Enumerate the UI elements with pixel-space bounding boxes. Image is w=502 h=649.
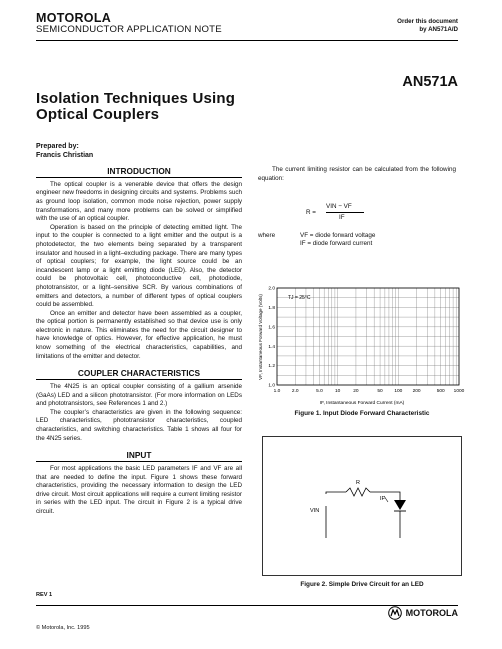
coupler-paragraph-1: The 4N25 is an optical coupler consisting of a gallium arsenide (GaAs) LED and a silicon phototransistor. (For more information on LEDs and phototransistors, see References 1 and 2.) [36, 383, 242, 408]
equation-numerator: VIN − VF [326, 203, 352, 210]
x-tick-label: 100 [394, 389, 403, 394]
y-tick-labels [268, 286, 275, 389]
input-wire-top [326, 492, 346, 494]
figure2-frame [263, 437, 462, 576]
order-line-1: Order this document [397, 18, 458, 25]
where-if: IF = diode forward current [300, 240, 373, 247]
author-name: Francis Christian [36, 151, 94, 159]
intro-heading: INTRODUCTION [107, 166, 171, 176]
intro-heading-rule [36, 177, 242, 178]
x-tick-label: 1000 [453, 389, 465, 394]
x-axis-label: IF, Instantaneous Forward Current (mA) [319, 401, 405, 406]
resistor-symbol [346, 488, 370, 496]
x-tick-label: 200 [412, 389, 421, 394]
where-label: where [258, 232, 276, 239]
coupler-paragraph-2: The coupler’s characteristics are given in the following sequence: LED characteristics, phototransistor characteristics, coupled characteristics, and switching characteristics. Table 1 shows all four for the 4N25 series. [36, 408, 242, 442]
header-rule [36, 40, 458, 41]
equation-lead: The current limiting resistor can be calculated from the following equation: [258, 166, 456, 182]
input-paragraph-1: For most applications the basic LED parameters IF and VF are all that are needed to define the input. Figure 1 shows these forward characteristics, providing the necessary information to design the LED drive circuit. Most circuit applications will require a current limiting resistor in series with the LED input. The circuit in Figure 2 is a typical drive circuit. [36, 465, 242, 515]
figure1-caption: Figure 1. Input Diode Forward Characteristic [294, 410, 430, 417]
intro-paragraph-3: Once an emitter and detector have been assembled as a coupler, the optical portion is permanently established so that device use is only electronic in nature. This eliminates the need for the circuit designer to have knowledge of optics. However, for effective application, he must know something of the electrical characteristics, capabilities, and limitations of the emitter and detector. [36, 309, 242, 360]
author-block [36, 143, 93, 160]
title-line-1: Isolation Techniques Using [36, 90, 236, 107]
x-tick-label: 50 [377, 389, 383, 394]
wire-to-led [370, 492, 400, 500]
y-tick-label: 1.6 [268, 325, 275, 331]
figure2-circuit [262, 436, 462, 576]
equation-fraction-bar [326, 212, 364, 213]
led-symbol [394, 500, 406, 510]
figure1-chart [258, 282, 466, 408]
current-label: IF [380, 496, 385, 502]
input-heading-rule [36, 461, 242, 462]
intro-paragraph-1: The optical coupler is a venerable device that offers the design engineer new freedoms in designing circuits and systems. Problems such as ground loop isolation, common mode noise rejection, power supply transformations, and many more problems can be solved or simplified with the use of an optical coupler. [36, 180, 242, 223]
y-tick-label: 1.2 [268, 364, 275, 370]
x-tick-label: 500 [436, 389, 445, 394]
x-tick-label: 10 [334, 389, 341, 394]
doc-type: SEMICONDUCTOR APPLICATION NOTE [36, 24, 222, 35]
right-column-intro [258, 166, 456, 183]
title-line-2: Optical Couplers [36, 106, 160, 123]
order-info [397, 18, 458, 34]
footer-logo-text: MOTOROLA [405, 608, 458, 618]
coupler-heading-rule [36, 379, 242, 380]
order-line-2: by AN571A/D [419, 26, 458, 33]
input-heading: INPUT [126, 450, 152, 461]
doc-number: AN571A [402, 74, 458, 90]
page-title [36, 91, 235, 123]
figure2-caption: Figure 2. Simple Drive Circuit for an LED [300, 581, 424, 588]
coupler-heading: COUPLER CHARACTERISTICS [77, 368, 201, 379]
y-tick-label: 1.8 [268, 306, 275, 311]
y-tick-label: 1.0 [268, 383, 275, 389]
brand-name: MOTOROLA [36, 11, 112, 25]
equation-denominator: IF [339, 214, 345, 221]
revision: REV 1 [36, 592, 53, 598]
equation-lhs: R = [306, 209, 316, 216]
where-vf: VF = diode forward voltage [300, 232, 376, 239]
footer-logo [388, 606, 458, 620]
vin-label: VIN [310, 508, 320, 514]
x-tick-label: 5.0 [316, 389, 323, 394]
x-tick-label: 1.0 [273, 389, 281, 394]
x-tick-label: 2.0 [291, 389, 299, 394]
temperature-annotation: TJ = 25°C [288, 295, 311, 301]
intro-paragraph-2: Operation is based on the principle of detecting emitted light. The input to the coupler is connected to a light emitter and the output is a photodetector, the two elements being separated by a transparent insulator and housed in a light–excluding package. There are many types of optical couplers; for example, the light source could be an incandescent lamp or a light emitting diode (LED). Also, the detector could be photovoltaic cell, photoconductive cell, photodiode, phototransistor, or a light–sensitive SCR. By various combinations of emitters and detectors, a number of different types of optical couplers could be assembled. [36, 223, 242, 309]
left-column [36, 166, 242, 517]
prepared-by-label: Prepared by: [36, 143, 79, 150]
x-tick-label: 20 [353, 389, 359, 394]
copyright: © Motorola, Inc. 1995 [36, 625, 90, 631]
y-axis-label: VF, Instantaneous Forward Voltage (Volts) [258, 294, 263, 380]
chart-grid [277, 288, 459, 385]
x-tick-labels [274, 388, 465, 394]
motorola-logo-icon [388, 606, 402, 620]
y-tick-label: 1.4 [268, 344, 275, 350]
resistor-label: R [356, 480, 360, 486]
y-tick-label: 2.0 [268, 286, 275, 292]
